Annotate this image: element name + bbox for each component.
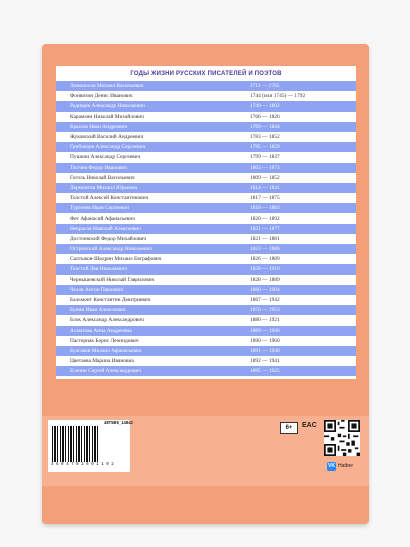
table-heading: ГОДЫ ЖИЗНИ РУССКИХ ПИСАТЕЛЕЙ И ПОЭТОВ: [130, 71, 282, 77]
writer-years: 1818 — 1883: [250, 205, 280, 212]
vk-icon: VK: [328, 463, 335, 469]
age-rating-badge: 6+: [280, 422, 298, 434]
table-row: [56, 275, 356, 285]
table-row: [56, 112, 356, 122]
writer-years: 1769 — 1844: [250, 123, 280, 130]
table-row: [56, 336, 356, 346]
writer-name: Пастернак Борис Леонидович: [70, 337, 139, 344]
table-row: [56, 234, 356, 244]
writer-name: Грибоедов Александр Сергеевич: [70, 144, 146, 151]
table-row: [56, 295, 356, 305]
writer-name: Есенин Сергей Александрович: [70, 368, 142, 375]
writer-name: Достоевский Федор Михайлович: [70, 235, 147, 242]
writer-name: Карамзин Николай Михайлович: [70, 113, 144, 120]
barcode-number: 4 6 0 4 7 8 2 6 0 1 1 0 2: [51, 463, 114, 467]
writer-name: Цветаева Марина Ивановна: [70, 358, 134, 365]
writer-name: Толстой Алексей Константинович: [70, 195, 149, 202]
writer-name: Гоголь Николай Васильевич: [70, 174, 135, 181]
writer-name: Чехов Антон Павлович: [70, 286, 124, 293]
writer-name: Островский Александр Николаевич: [70, 246, 153, 253]
writer-name: Чернышевский Николай Гаврилович: [70, 276, 155, 283]
writer-name: Блок Александр Александрович: [70, 317, 144, 324]
writer-years: 1823 — 1886: [250, 246, 280, 253]
writer-name: Лермонтов Михаил Юрьевич: [70, 184, 138, 191]
writer-years: 1826 — 1889: [250, 256, 280, 263]
table-row: [56, 163, 356, 173]
writer-name: Булгаков Михаил Афанасьевич: [70, 347, 142, 354]
table-row: [56, 264, 356, 274]
barcode: [48, 420, 130, 472]
writer-name: Бальмонт Константин Дмитриевич: [70, 297, 151, 304]
writer-name: Ломоносов Михаил Васильевич: [70, 83, 144, 90]
table-row: [56, 203, 356, 213]
writer-years: 1820 — 1892: [250, 215, 280, 222]
table-row: [56, 254, 356, 264]
table-row: [56, 244, 356, 254]
table-row: [56, 285, 356, 295]
writer-name: Бунин Иван Алексеевич: [70, 307, 126, 314]
writer-name: Фет Афанасий Афанасьевич: [70, 215, 135, 222]
writer-years: 1880 — 1921: [250, 317, 280, 324]
table-row: [56, 101, 356, 111]
writer-years: 1890 — 1960: [250, 337, 280, 344]
writer-years: 1814 — 1841: [250, 184, 280, 191]
writer-name: Некрасов Николай Алексеевич: [70, 225, 141, 232]
writer-years: 1892 — 1941: [250, 358, 280, 365]
writer-years: 1803 — 1873: [250, 164, 280, 171]
writer-name: Толстой Лев Николаевич: [70, 266, 128, 273]
table-row: [56, 81, 356, 91]
table-row: [56, 224, 356, 234]
writer-years: 1809 — 1852: [250, 174, 280, 181]
writer-years: 1891 — 1940: [250, 347, 280, 354]
qr-code-icon: [324, 420, 360, 456]
table-row: [56, 91, 356, 101]
writer-years: 1766 — 1826: [250, 113, 280, 120]
table-row: [56, 346, 356, 356]
table-row: [56, 305, 356, 315]
writer-name: Жуковский Василий Андреевич: [70, 134, 144, 141]
writer-years: 1711 — 1765: [250, 83, 280, 90]
table-row: [56, 173, 356, 183]
table-rows: [56, 81, 356, 376]
table-row: [56, 213, 356, 223]
writer-years: 1799 — 1837: [250, 154, 280, 161]
writer-name: Салтыков-Щедрин Михаил Евграфович: [70, 256, 162, 263]
table-row: [56, 122, 356, 132]
table-row: [56, 132, 356, 142]
table-row: [56, 326, 356, 336]
eac-mark: EAC: [302, 422, 317, 429]
table-row: [56, 366, 356, 376]
writer-years: 1828 — 1889: [250, 276, 280, 283]
table-row: [56, 356, 356, 366]
notebook-back-cover: [42, 44, 369, 524]
writer-years: 1870 — 1953: [250, 307, 280, 314]
brand-logo: Hatber: [338, 463, 354, 469]
article-number: 48Т5В5_14842: [104, 420, 133, 425]
writer-years: 1749 — 1802: [250, 103, 280, 110]
writer-name: Фонвизин Денис Иванович: [70, 93, 133, 100]
table-row: [56, 193, 356, 203]
writer-name: Тургенев Иван Сергеевич: [70, 205, 129, 212]
writer-years: 1817 — 1875: [250, 195, 280, 202]
table-row: [56, 152, 356, 162]
writer-years: 1828 — 1910: [250, 266, 280, 273]
writer-years: 1783 — 1852: [250, 134, 280, 141]
writers-table: [56, 66, 356, 379]
writer-years: 1895 — 1925: [250, 368, 280, 375]
writer-years: 1744 (или 1745) — 1792: [250, 93, 306, 100]
writer-years: 1821 — 1877: [250, 225, 280, 232]
writer-years: 1821 — 1881: [250, 235, 280, 242]
writer-years: 1860 — 1904: [250, 286, 280, 293]
imprint-area: [42, 416, 369, 486]
barcode-bars: [52, 426, 98, 462]
writer-name: Радищев Александр Николаевич: [70, 103, 145, 110]
writer-years: 1889 — 1966: [250, 327, 280, 334]
writer-name: Тютчев Федор Иванович: [70, 164, 127, 171]
writer-years: 1867 — 1942: [250, 297, 280, 304]
table-row: [56, 183, 356, 193]
writer-name: Ахматова Анна Андреевна: [70, 327, 132, 334]
table-row: [56, 315, 356, 325]
writer-name: Пушкин Александр Сергеевич: [70, 154, 141, 161]
table-row: [56, 142, 356, 152]
writer-name: Крылов Иван Андреевич: [70, 123, 128, 130]
writer-years: 1795 — 1829: [250, 144, 280, 151]
